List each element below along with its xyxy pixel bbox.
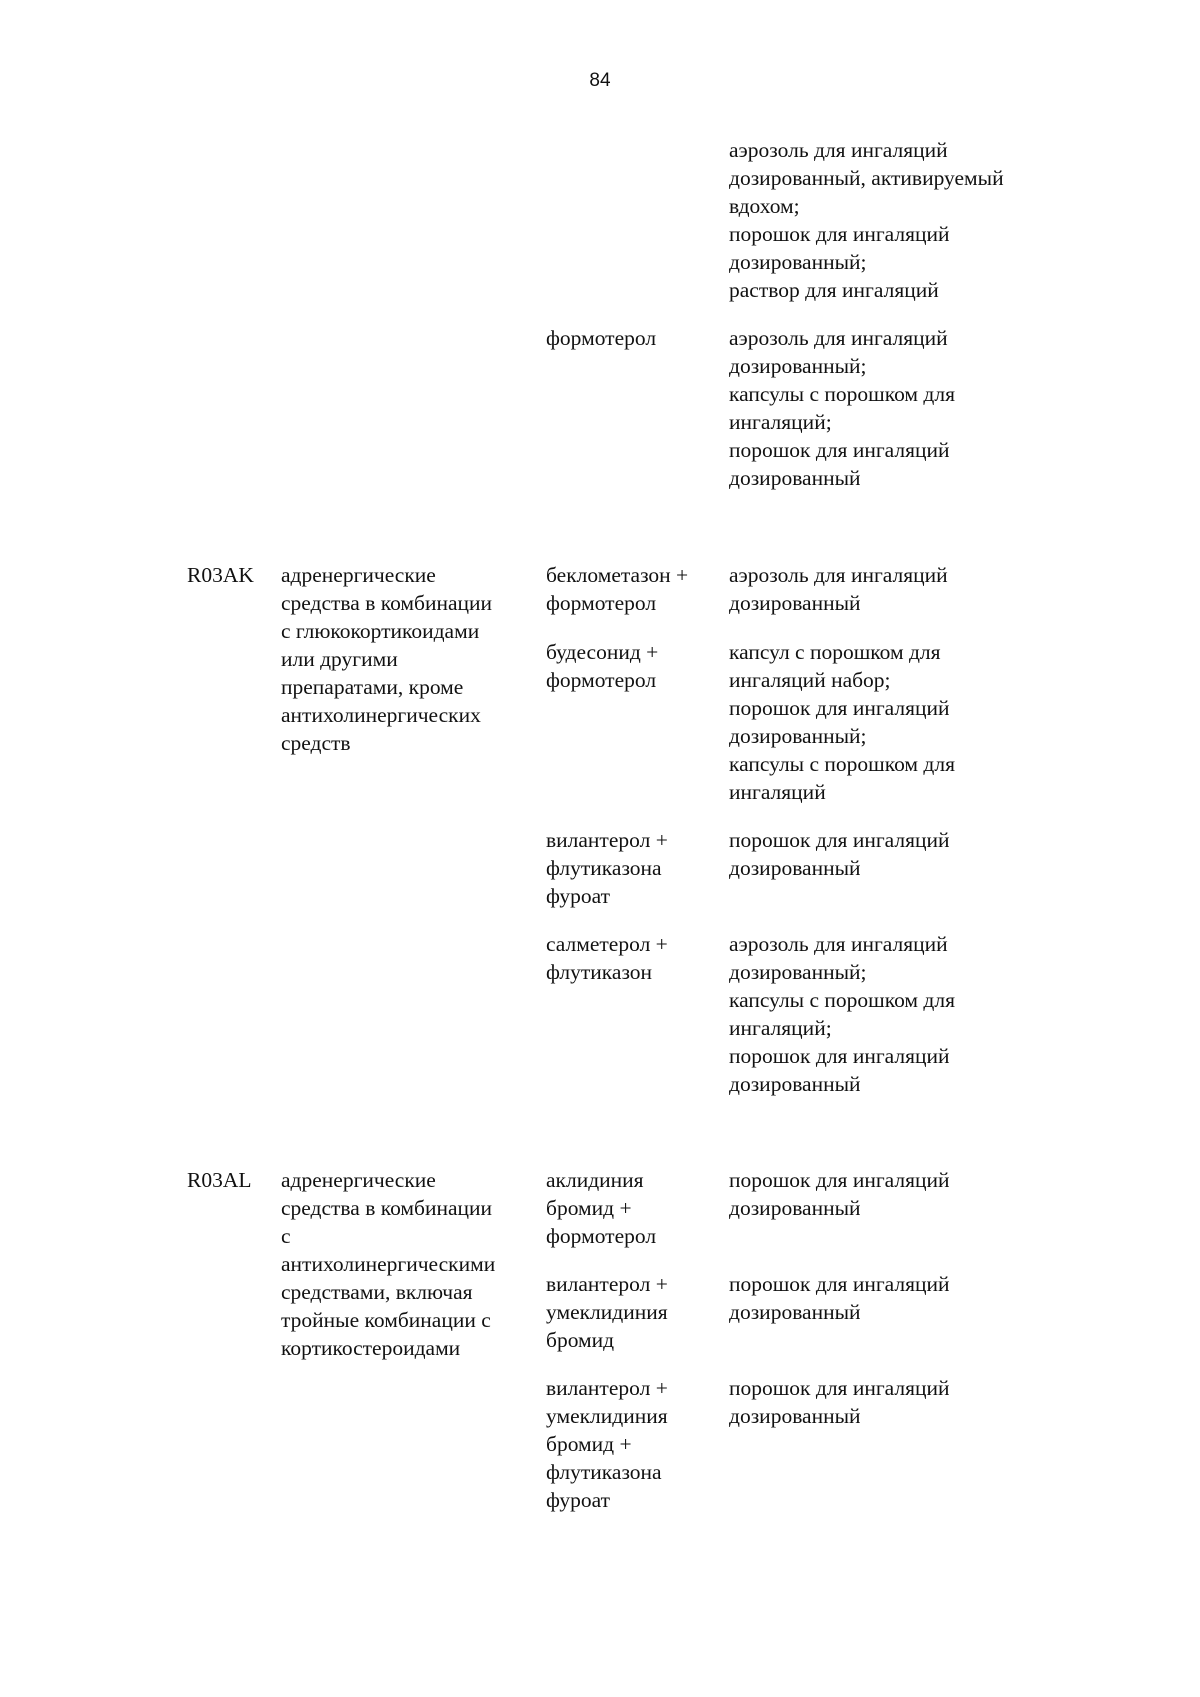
drug-name-line: формотерол: [546, 668, 657, 692]
dosage-form-line: дозированный;: [729, 250, 867, 274]
dosage-form-line: аэрозоль для ингаляций: [729, 932, 948, 956]
drug-name-line: бромид: [546, 1328, 615, 1352]
atc-code: [187, 1166, 273, 1194]
dosage-form-line: ингаляций набор;: [729, 668, 891, 692]
drug-class-line: антихолинергическими: [281, 1252, 496, 1276]
drug-name-line: формотерол: [546, 326, 657, 350]
dosage-form: [729, 136, 1059, 304]
drug-name: [546, 324, 722, 352]
drug-name-line: аклидиния: [546, 1168, 644, 1192]
dosage-form-line: порошок для ингаляций: [729, 1168, 950, 1192]
drug-name-line: вилантерол +: [546, 1272, 668, 1296]
drug-name: [546, 1270, 722, 1354]
atc-code-line: R03AK: [187, 563, 254, 587]
dosage-form-line: аэрозоль для ингаляций: [729, 563, 948, 587]
dosage-form-line: дозированный;: [729, 960, 867, 984]
drug-name-line: беклометазон +: [546, 563, 689, 587]
dosage-form-line: дозированный: [729, 856, 861, 880]
dosage-form-line: порошок для ингаляций: [729, 828, 950, 852]
dosage-form: [729, 1166, 1059, 1222]
dosage-form-line: дозированный;: [729, 354, 867, 378]
drug-class-line: антихолинергических: [281, 703, 481, 727]
drug-name-line: фуроат: [546, 884, 611, 908]
drug-class-line: с: [281, 1224, 291, 1248]
atc-code-line: R03AL: [187, 1168, 252, 1192]
drug-class: [281, 1166, 543, 1362]
dosage-form-line: дозированный: [729, 466, 861, 490]
drug-name-line: бромид +: [546, 1432, 632, 1456]
dosage-form: [729, 1374, 1059, 1430]
drug-name-line: фуроат: [546, 1488, 611, 1512]
dosage-form-line: дозированный: [729, 1072, 861, 1096]
page-number: 84: [589, 70, 611, 91]
drug-name: [546, 1166, 722, 1250]
drug-class-line: с глюкокортикоидами: [281, 619, 480, 643]
drug-name-line: формотерол: [546, 591, 657, 615]
dosage-form-line: капсулы с порошком для: [729, 752, 955, 776]
drug-class-line: адренергические: [281, 1168, 436, 1192]
dosage-form-line: порошок для ингаляций: [729, 1044, 950, 1068]
drug-name-line: формотерол: [546, 1224, 657, 1248]
dosage-form-line: дозированный: [729, 1404, 861, 1428]
dosage-form: [729, 561, 1059, 617]
drug-name-line: вилантерол +: [546, 1376, 668, 1400]
dosage-form: [729, 1270, 1059, 1326]
dosage-form-line: раствор для ингаляций: [729, 278, 939, 302]
drug-name: [546, 930, 722, 986]
dosage-form-line: дозированный;: [729, 724, 867, 748]
drug-name-line: вилантерол +: [546, 828, 668, 852]
dosage-form-line: капсулы с порошком для: [729, 382, 955, 406]
dosage-form-line: аэрозоль для ингаляций: [729, 326, 948, 350]
drug-class-line: или другими: [281, 647, 398, 671]
dosage-form-line: порошок для ингаляций: [729, 1376, 950, 1400]
drug-name-line: салметерол +: [546, 932, 668, 956]
drug-name-line: флутиказона: [546, 1460, 662, 1484]
drug-class-line: тройные комбинации с: [281, 1308, 491, 1332]
dosage-form-line: порошок для ингаляций: [729, 438, 950, 462]
dosage-form-line: порошок для ингаляций: [729, 222, 950, 246]
drug-class-line: средства в комбинации: [281, 591, 493, 615]
dosage-form-line: ингаляций: [729, 780, 826, 804]
atc-code: [187, 561, 273, 589]
drug-class-line: адренергические: [281, 563, 436, 587]
dosage-form-line: аэрозоль для ингаляций: [729, 138, 948, 162]
drug-name-line: флутиказона: [546, 856, 662, 880]
drug-class-line: средства в комбинации: [281, 1196, 493, 1220]
dosage-form-line: ингаляций;: [729, 410, 832, 434]
dosage-form: [729, 826, 1059, 882]
drug-class: [281, 561, 543, 757]
dosage-form-line: дозированный: [729, 1300, 861, 1324]
dosage-form-line: порошок для ингаляций: [729, 1272, 950, 1296]
drug-name-line: умеклидиния: [546, 1404, 668, 1428]
dosage-form: [729, 638, 1059, 806]
dosage-form-line: дозированный: [729, 1196, 861, 1220]
drug-name: [546, 561, 722, 617]
dosage-form-line: вдохом;: [729, 194, 800, 218]
drug-name: [546, 1374, 722, 1514]
drug-class-line: средств: [281, 731, 351, 755]
drug-class-line: средствами, включая: [281, 1280, 473, 1304]
drug-name: [546, 826, 722, 910]
drug-name-line: будесонид +: [546, 640, 659, 664]
dosage-form-line: дозированный: [729, 591, 861, 615]
drug-name-line: умеклидиния: [546, 1300, 668, 1324]
dosage-form-line: порошок для ингаляций: [729, 696, 950, 720]
dosage-form: [729, 324, 1059, 492]
drug-name-line: флутиказон: [546, 960, 653, 984]
drug-name: [546, 638, 722, 694]
drug-class-line: препаратами, кроме: [281, 675, 464, 699]
drug-name-line: бромид +: [546, 1196, 632, 1220]
dosage-form-line: дозированный, активируемый: [729, 166, 1004, 190]
dosage-form: [729, 930, 1059, 1098]
dosage-form-line: ингаляций;: [729, 1016, 832, 1040]
dosage-form-line: капсул с порошком для: [729, 640, 941, 664]
dosage-form-line: капсулы с порошком для: [729, 988, 955, 1012]
drug-class-line: кортикостероидами: [281, 1336, 461, 1360]
